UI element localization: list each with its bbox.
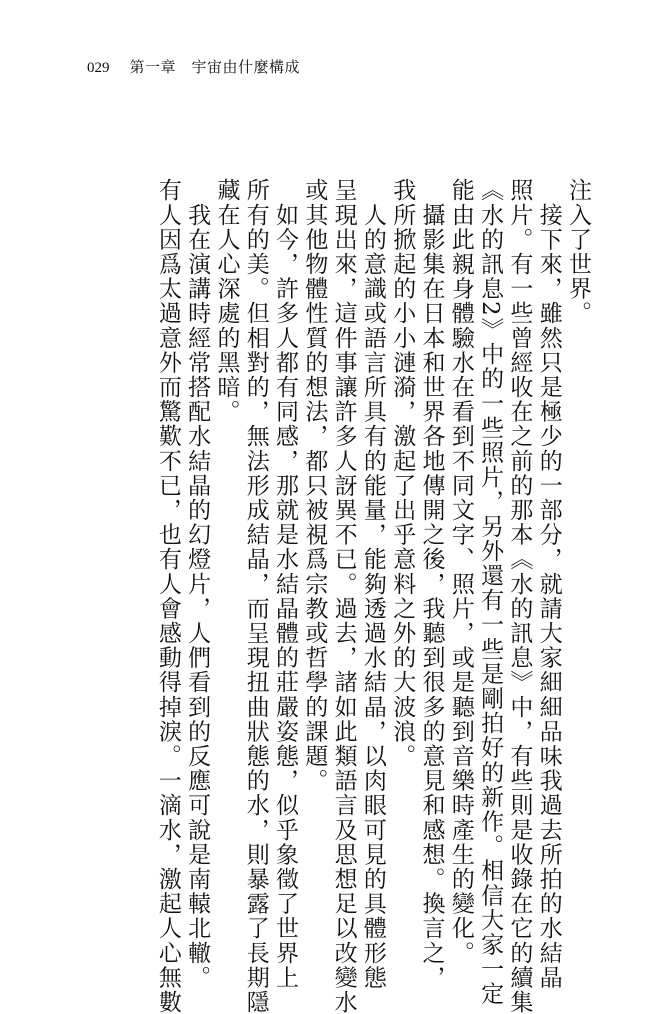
paragraph [211,178,299,1014]
text-line: 藏在人心深處的黑暗。 [213,178,240,424]
text-line: 有人因爲太過意外而驚歎不已，也有人會感動得掉淚。一滴水，激起人心無數 [154,178,181,1014]
text-line: 《水的訊息2》中的一些照片，另外還有一些是剛拍好的新作。相信大家一定 [477,178,504,1007]
text-line: 我所掀起的小小漣漪，激起了出乎意料之外的大波浪。 [389,178,416,769]
paragraph [563,178,592,850]
text-line: 所有的美。但相對的，無法形成結晶，而呈現扭曲狀態的水，則暴露了長期隱 [242,178,269,1014]
text-line: 接下來，雖然只是極少的一部分，就請大家細細品味我過去所拍的水結晶 [535,178,562,990]
paragraph [446,178,563,1014]
text-line: 照片。有一些曾經收在之前的那本《水的訊息》中，有些則是收錄在它的續集 [506,178,533,1014]
text-line: 攝影集在日本和世界各地傳開之後，我聽到很多的意見和感想。換言之， [418,178,445,990]
text-line: 我在演講時經常搭配水結晶的幻燈片，人們看到的反應可說是南轅北轍。 [184,178,211,990]
running-head [87,58,300,78]
paragraph [299,178,387,1014]
text-line: 能由此親身體驗水在看到不同文字、照片，或是聽到音樂時產生的變化。 [447,178,474,966]
chapter-title: 第一章 宇宙由什麼構成 [129,60,301,76]
paragraph [153,178,212,1014]
text-line: 人的意識或語言所具有的能量，能夠透過水結晶，以肉眼可見的具體形態 [359,178,386,990]
text-line: 如今，許多人都有同感，那就是水結晶體的莊嚴姿態，似乎象徵了世界上 [272,178,299,990]
body-text [112,178,592,1014]
text-line: 注入了世界。 [565,178,591,326]
text-line: 或其他物體性質的想法，都只被視爲宗教或哲學的課題。 [301,178,328,793]
paragraph [387,178,446,990]
text-line: 呈現出來，這件事讓許多人訝異不已。過去，諸如此類語言及思想足以改變水 [330,178,357,1014]
page-number: 029 [87,60,110,76]
